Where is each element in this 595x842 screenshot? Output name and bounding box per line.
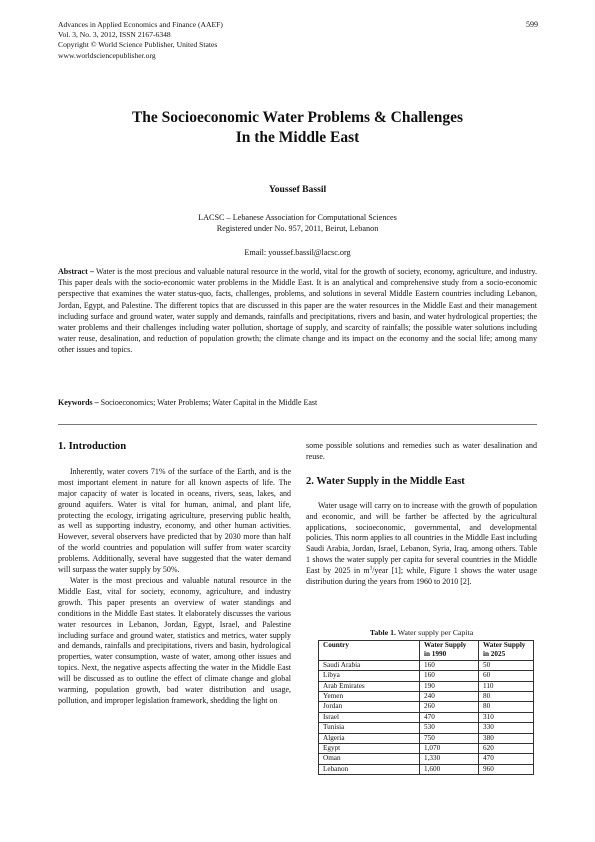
table-row (319, 671, 534, 681)
running-header (58, 20, 223, 61)
author-affiliation (0, 212, 595, 234)
abstract (58, 266, 537, 356)
table-row (319, 660, 534, 670)
supply-1990-cell: 240 (420, 692, 479, 702)
journal-name: Advances in Applied Economics and Finance (AAEF) (58, 20, 223, 29)
country-cell: Israel (319, 712, 420, 722)
supply-2025-cell: 50 (479, 660, 534, 670)
country-cell: Saudi Arabia (319, 660, 420, 670)
supply-1990-cell: 470 (420, 712, 479, 722)
table-1-caption-label: Table 1. (369, 628, 396, 637)
supply-1990-cell: 1,600 (420, 764, 479, 774)
water-supply-text-a: Water usage will carry on to increase with the growth of population and economic, and will be farther be affected by the agricultural applications, socioeconomic, governmental, and developmental policies. This norm applies to all countries in the Middle East including Saudi Arabia, Jordan, Israel, Lebanon, Syria, Iraq, among others. Table 1 shows the water supply per capita for several countries in the Middle East by 2025 in m (306, 500, 537, 576)
table-row (319, 723, 534, 733)
table-1-caption (306, 628, 537, 637)
supply-2025-cell: 960 (479, 764, 534, 774)
table-row (319, 764, 534, 774)
journal-volume: Vol. 3, No. 3, 2012, ISSN 2167-6348 (58, 30, 171, 40)
supply-1990-cell: 530 (420, 723, 479, 733)
section-2-heading: 2. Water Supply in the Middle East (306, 475, 465, 487)
affiliation-line-1: LACSC – Lebanese Association for Computational Sciences (198, 213, 397, 222)
intro-paragraph-2: Water is the most precious and valuable natural resource in the Middle East, vital for society, economy, agriculture, and industry growth. This paper presents an overview of water standings and conditions in the Middle East states. It elaborately discusses the various water resources in Lebanon, Jordan, Egypt, Israel, and Palestine including surface and ground water, statistics and metrics, water supply and demands, rainfalls and precipitations, rivers and basin, hydrological properties, water consumption, waste of water, among other issues and topics. Next, the negative aspects affecting the water in the Middle East will be discussed as to outline the effect of climate change and global warming, population growth, bad water distribution and usage, pollution, and improper legislation framework, shedding the light on (58, 575, 291, 705)
country-cell: Oman (319, 754, 420, 764)
copyright-line: Copyright © World Science Publisher, United States (58, 40, 218, 50)
title-line-1: The Socioeconomic Water Problems & Challenges (131, 109, 464, 126)
water-supply-paragraph (306, 501, 537, 588)
table-header-row (319, 641, 534, 661)
supply-1990-cell: 1,330 (420, 754, 479, 764)
water-supply-table (318, 640, 534, 775)
left-column (58, 442, 291, 707)
abstract-text: Water is the most precious and valuable natural resource in the world, vital for the growth of society, economy, agriculture, and industry. This paper deals with the socio-economic water problems in the Middle East. It is an analytical and comprehensive study from a socio-economic perspective that examines the water status-quo, facts, challenges, problems, and solutions in several Middle Eastern countries including Lebanon, Jordan, Egypt, and Palestine. The different topics that are discussed in this paper are the water resources in the Middle East and their management including surface and ground water, water supply and demands, rainfalls and precipitations, rivers and basin, and water hydrological properties; the water problems and their challenges including water pollution, shortage of supply, and scarcity of rainfalls; the possible water solutions including water reuse, desalination, and reduction of population growth; the climate change and its impact on the economy and the social life; among many other issues and topics. (58, 267, 537, 355)
supply-1990-cell: 1,070 (420, 744, 479, 754)
paper-title (0, 108, 595, 148)
page-number: 599 (526, 20, 538, 29)
supply-1990-cell: 190 (420, 681, 479, 691)
country-cell: Lebanon (319, 764, 420, 774)
table-header-2025: Water Supply in 2025 (479, 641, 534, 661)
country-cell: Libya (319, 671, 420, 681)
supply-1990-cell: 160 (420, 671, 479, 681)
supply-2025-cell: 60 (479, 671, 534, 681)
table-row (319, 754, 534, 764)
section-1-heading: 1. Introduction (58, 441, 127, 452)
section-divider (58, 424, 537, 425)
country-cell: Algeria (319, 733, 420, 743)
country-cell: Jordan (319, 702, 420, 712)
country-cell: Egypt (319, 744, 420, 754)
superscript-3: 3 (369, 566, 373, 572)
country-cell: Arab Emirates (319, 681, 420, 691)
table-row (319, 702, 534, 712)
abstract-label: Abstract – (58, 267, 94, 276)
table-header-1990: Water Supply in 1990 (420, 641, 479, 661)
keywords (58, 398, 537, 407)
intro-paragraph-2-continued: some possible solutions and remedies such as water desalination and reuse. (306, 441, 537, 461)
supply-2025-cell: 110 (479, 681, 534, 691)
title-line-2: In the Middle East (235, 129, 360, 146)
author-name: Youssef Bassil (268, 184, 327, 195)
supply-2025-cell: 380 (479, 733, 534, 743)
country-cell: Tunisia (319, 723, 420, 733)
table-row (319, 712, 534, 722)
supply-2025-cell: 330 (479, 723, 534, 733)
affiliation-line-2: Registered under No. 957, 2011, Beirut, Lebanon (216, 224, 379, 233)
table-row (319, 681, 534, 691)
author-email[interactable]: Email: youssef.bassil@lacsc.org (244, 248, 351, 257)
table-1-caption-text: Water supply per Capita (397, 628, 474, 637)
supply-2025-cell: 80 (479, 702, 534, 712)
supply-2025-cell: 80 (479, 692, 534, 702)
keywords-text: Socioeconomics; Water Problems; Water Capital in the Middle East (100, 398, 318, 407)
intro-paragraph-1: Inherently, water covers 71% of the surface of the Earth, and is the most important element in nature for all known aspects of life. The major capacity of water is located in oceans, rivers, seas, lakes, and ground aquifers. Water is vital for human, animal, and plant life, protecting the ecology, irrigating agriculture, preserving public health, as well as supporting industry, economy, and other human activities. However, several observers have predicted that by 2030 more than half of the world countries and population will suffer from water scarcity problems. Additionally, several have suggested that the water demand will surpass the water supply by 50%. (58, 466, 291, 575)
water-supply-text-b: /year [1]; while, Figure 1 shows the water usage distribution during the years from 1960 to 2010 [2]. (306, 566, 537, 587)
table-row (319, 692, 534, 702)
right-column (306, 441, 537, 588)
supply-2025-cell: 620 (479, 744, 534, 754)
website-link[interactable]: www.worldsciencepublisher.org (58, 50, 156, 60)
table-row (319, 733, 534, 743)
table-row (319, 744, 534, 754)
supply-2025-cell: 310 (479, 712, 534, 722)
table-header-country: Country (319, 641, 420, 661)
country-cell: Yemen (319, 692, 420, 702)
supply-1990-cell: 750 (420, 733, 479, 743)
supply-2025-cell: 470 (479, 754, 534, 764)
supply-1990-cell: 160 (420, 660, 479, 670)
supply-1990-cell: 260 (420, 702, 479, 712)
keywords-label: Keywords – (58, 398, 99, 407)
